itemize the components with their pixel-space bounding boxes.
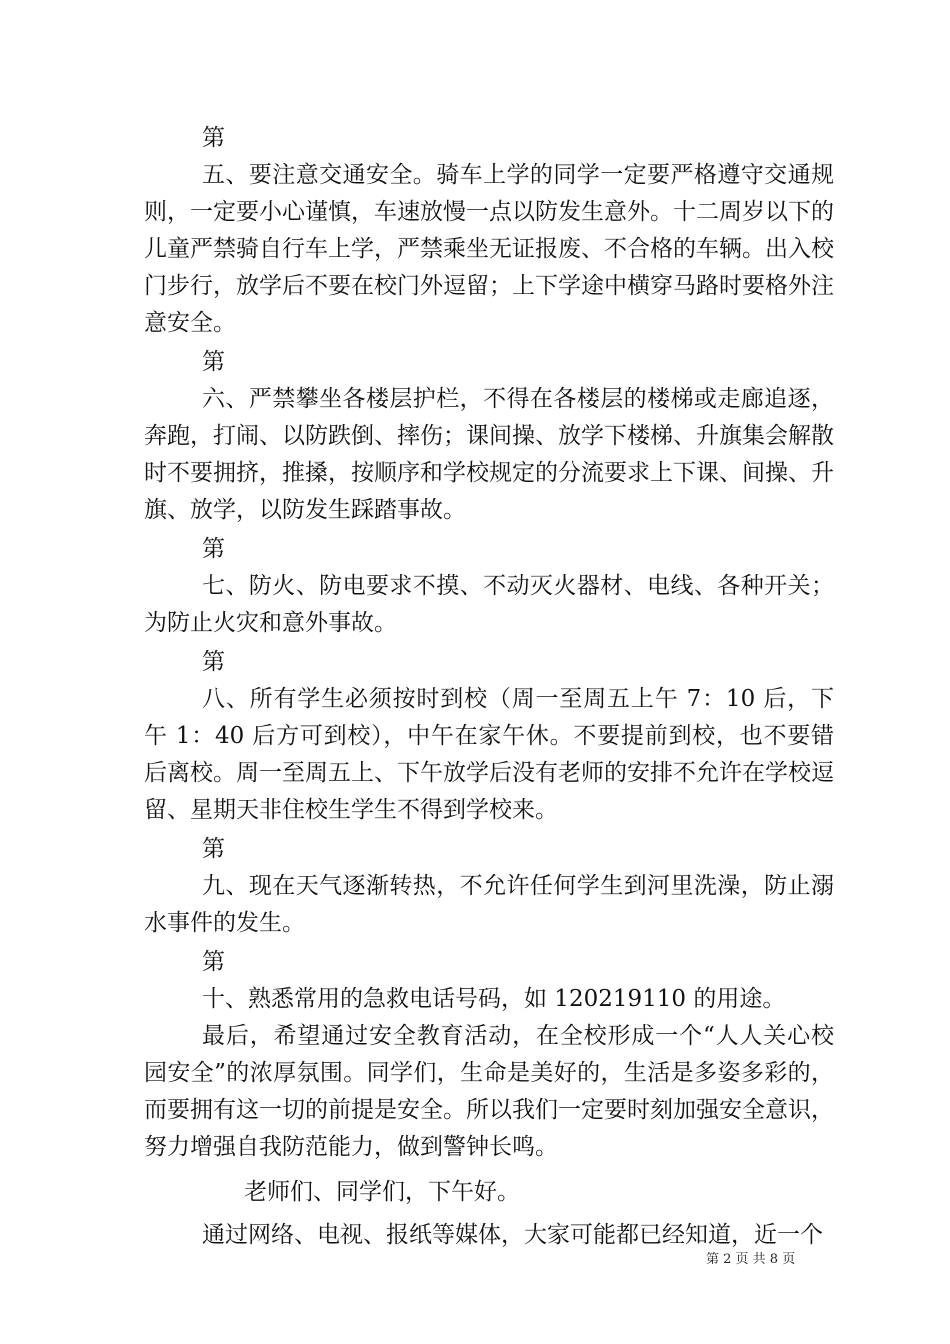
section-marker: 第 bbox=[202, 536, 225, 562]
section-marker: 第 bbox=[202, 649, 225, 675]
paragraph-fire-electric-safety: 七、防火、防电要求不摸、不动灭火器材、电线、各种开关；为防止火灾和意外事故。 bbox=[144, 573, 834, 636]
paragraph-conclusion: 最后，希望通过安全教育活动，在全校形成一个“人人关心校园安全”的浓厚氛围。同学们，生命是美好的，生活是多姿多彩的，而要拥有这一切的前提是安全。所以我们一定要时刻加强安全意识，努力增强自我防范能力，做到警钟长鸣。 bbox=[144, 1023, 834, 1160]
paragraph-stair-safety: 六、严禁攀坐各楼层护栏，不得在各楼层的楼梯或走廊追逐，奔跑，打闹、以防跌倒、摔伤；课间操、放学下楼梯、升旗集会解散时不要拥挤，推搡，按顺序和学校规定的分流要求上下课、间操、升旗、放学，以防发生踩踏事故。 bbox=[144, 386, 834, 523]
paragraph-swimming-safety: 九、现在天气逐渐转热，不允许任何学生到河里洗澡，防止溺水事件的发生。 bbox=[144, 873, 834, 936]
paragraph-media-intro: 通过网络、电视、报纸等媒体，大家可能都已经知道，近一个 bbox=[202, 1222, 823, 1248]
paragraph-arrival-time: 八、所有学生必须按时到校（周一至周五上午 7：10 后，下午 1：40 后方可到校），中午在家午休。不要提前到校，也不要错后离校。周一至周五上、下午放学后没有老师的安排不允许在学校逗留、星期天非住校生学生不得到学校来。 bbox=[144, 686, 834, 823]
section-marker: 第 bbox=[202, 125, 225, 151]
section-marker: 第 bbox=[202, 349, 225, 375]
paragraph-traffic-safety: 五、要注意交通安全。骑车上学的同学一定要严格遵守交通规则，一定要小心谨慎，车速放慢一点以防发生意外。十二周岁以下的儿童严禁骑自行车上学，严禁乘坐无证报废、不合格的车辆。出入校门步行，放学后不要在校门外逗留；上下学途中横穿马路时要格外注意安全。 bbox=[144, 162, 834, 336]
paragraph-greeting: 老师们、同学们，下午好。 bbox=[244, 1179, 520, 1205]
page-number-footer: 第 2 页 共 8 页 bbox=[706, 1252, 796, 1267]
section-marker: 第 bbox=[202, 836, 225, 862]
paragraph-emergency-numbers: 十、熟悉常用的急救电话号码，如 120219110 的用途。 bbox=[202, 986, 786, 1012]
section-marker: 第 bbox=[202, 949, 225, 975]
document-body bbox=[144, 118, 834, 1254]
